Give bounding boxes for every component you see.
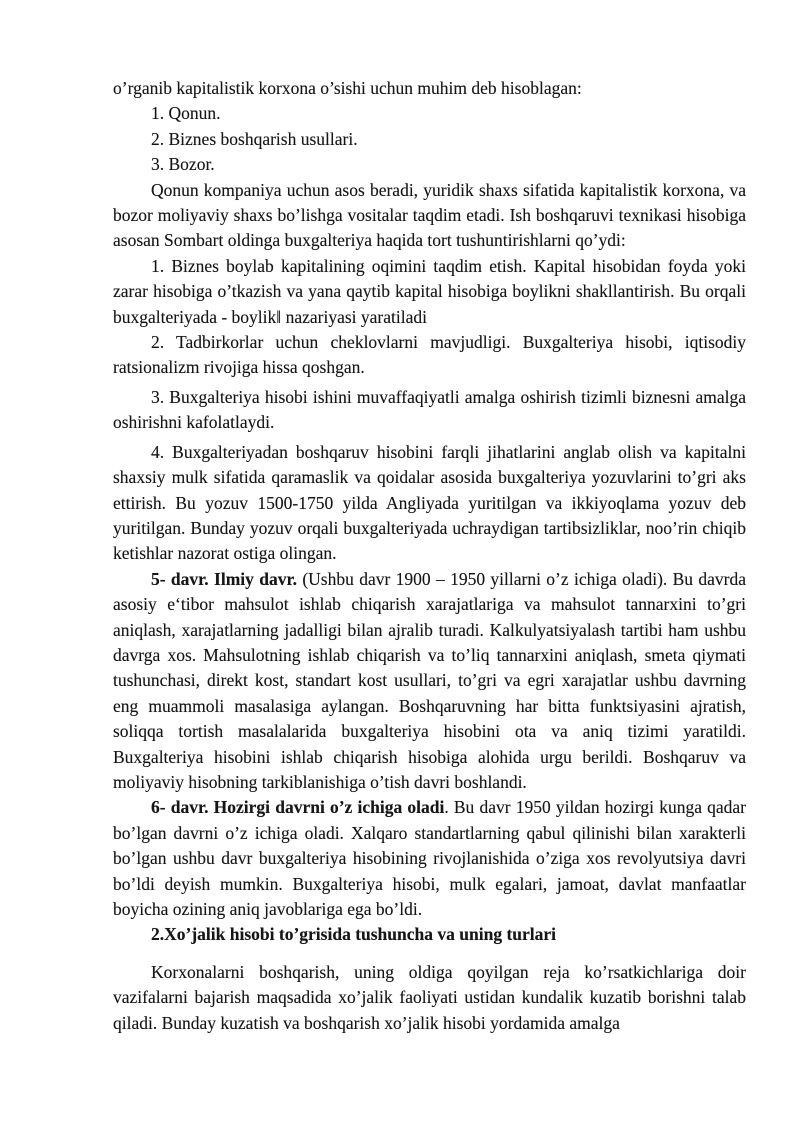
davr-5-body: (Ushbu davr 1900 – 1950 yillarni o’z ichiga oladi). Bu davrda asosiy e‘tibor mahsulot ishlab chiqarish xarajatlariga va mahsulot tannarxini to’gri aniqlash, xarajatlarning jadalligi bilan ajralib turadi. Kalkulyatsiyalash tartibi ham ushbu davrga xos. Mahsulotning ishlab chiqarish va to’liq tannarxini aniqlash, smeta qiymati tushunchasi, direkt kost, standart kost usullari, to’gri va egri xarajatlar ushbu davrning eng muammoli masalasiga aylangan. Boshqaruvning har bitta funktsiyasini ajratish, soliqqa tortish masalalarida buxgalteriya hisobini ota va aniq tizimi yaratildi. Buxgalteriya hisobini ishlab chiqarish hisobiga alohida urgu berildi. Boshqaruv va moliyaviy hisobning tarkiblanishiga o’tish davri boshlandi. <box>113 568 746 792</box>
list-item-3: 3. Bozor. <box>151 154 215 175</box>
list-item-1: 1. Qonun. <box>151 103 221 124</box>
paragraph-item-3: 3. Buxgalteriya hisobi ishini muvaffaqiyatli amalga oshirish tizimli biznesni amalga oshirishni kafolatlaydi. <box>113 386 746 433</box>
continuation-line: o’rganib kapitalistik korxona o’sishi uchun muhim deb hisoblagan: <box>113 78 582 98</box>
section-heading: 2.Xo’jalik hisobi to’grisida tushuncha va uning turlari <box>151 924 557 945</box>
paragraph-item-1: 1. Biznes boylab kapitalining oqimini taqdim etish. Kapital hisobidan foyda yoki zarar hisobiga o’tkazish va yana qaytib kapital hisobiga boylikni shakllantirish. Bu orqali buxgalteriyada - boylik‖ nazariyasi yaratiladi <box>113 255 746 327</box>
text-block <box>113 76 746 1036</box>
paragraph-davr-5 <box>113 567 746 796</box>
davr-6-lead-bold: 6- davr. Hozirgi davrni o’z ichiga oladi <box>151 797 445 818</box>
davr-5-lead-bold: 5- davr. Ilmiy davr. <box>151 568 297 589</box>
paragraph-korxona: Korxonalarni boshqarish, uning oldiga qoyilgan reja ko’rsatkichlariga doir vazifalarni bajarish maqsadida xo’jalik faoliyati ustidan kundalik kuzatib borishni talab qiladi. Bunday kuzatish va boshqarish xo’jalik hisobi yordamida amalga <box>113 961 746 1033</box>
davr-6-body: . Bu davr 1950 yildan hozirgi kunga qadar bo’lgan davrni o’z ichiga oladi. Xalqaro standartlarning qabul qilinishi bilan xarakterli bo’lgan ushbu davr buxgalteriya hisobining rivojlanishida o’ziga xos revolyutsiya davri bo’ldi deyish mumkin. Buxgalteriya hisobi, mulk egalari, jamoat, davlat manfaatlar boyicha ozining aniq javoblariga ega bo’ldi. <box>113 797 746 919</box>
paragraph-item-2: 2. Tadbirkorlar uchun cheklovlarni mavjudligi. Buxgalteriya hisobi, iqtisodiy ratsionalizm rivojiga hissa qoshgan. <box>113 332 746 378</box>
paragraph-qonun: Qonun kompaniya uchun asos beradi, yuridik shaxs sifatida kapitalistik korxona, va bozor moliyaviy shaxs bo’lishga vositalar taqdim etadi. Ish boshqaruvi texnikasi hisobiga asosan Sombart oldinga buxgalteriya haqida tort tushuntirishlarni qo’ydi: <box>113 179 746 251</box>
list-item-2: 2. Biznes boshqarish usullari. <box>151 128 358 149</box>
paragraph-item-4: 4. Buxgalteriyadan boshqaruv hisobini farqli jihatlarini anglab olish va kapitalni shaxsiy mulk sifatida qaramaslik va qoidalar asosida buxgalteriya yozuvlarini to’gri aks ettirish. Bu yozuv 1500-1750 yilda Angliyada yuritilgan va ikkiyoqlama yozuv deb yuritilgan. Bunday yozuv orqali buxgalteriyada uchraydigan tartibsizliklar, noo’rin chiqib ketishlar nazorat ostiga olingan. <box>113 441 746 564</box>
paragraph-davr-6 <box>113 795 746 922</box>
